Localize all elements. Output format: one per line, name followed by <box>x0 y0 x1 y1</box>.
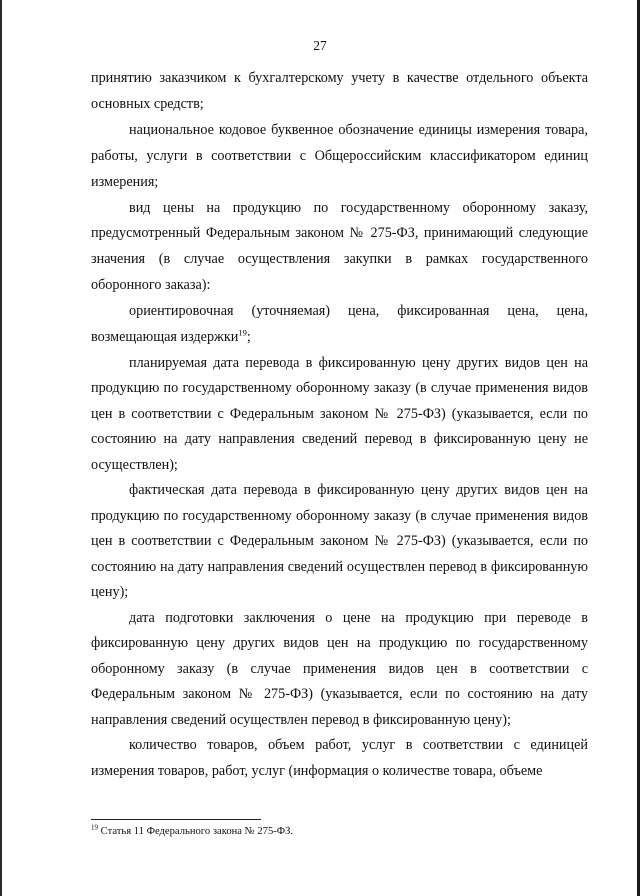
paragraph: фактическая дата перевода в фиксированную цену других видов цен на продукцию по государственному оборонному заказу (в случае применения видов цен в соответствии с Федеральным законом № 275-ФЗ) (указывается, если по состоянию на дату направления сведений осуществлен перевод в фиксированную цену); <box>91 482 588 601</box>
paragraph-text: ориентировочная (уточняемая) цена, фиксированная цена, цена, возмещающая издержки <box>91 303 588 346</box>
paragraph: национальное кодовое буквенное обозначение единицы измерения товара, работы, услуги в соответствии с Общероссийским классификатором единиц измерения; <box>91 121 588 190</box>
paragraph: планируемая дата перевода в фиксированную цену других видов цен на продукцию по государственному оборонному заказу (в случае применения видов цен в соответствии с Федеральным законом № 275-ФЗ) (указывается, если по состоянию на дату направления сведений перевод в фиксированную цену не осуществлен); <box>91 354 588 473</box>
paragraph: количество товаров, объем работ, услуг в соответствии с единицей измерения товаров, работ, услуг (информация о количестве товара, объеме <box>91 737 588 779</box>
paragraph-with-footnote <box>91 299 588 351</box>
footnote-marker: 19 <box>91 823 98 832</box>
paragraph-punctuation: ; <box>246 329 251 346</box>
paragraph: принятию заказчиком к бухгалтерскому учету в качестве отдельного объекта основных средств; <box>91 70 588 112</box>
scan-edge-left <box>0 0 2 896</box>
footnote-divider <box>91 819 261 820</box>
paragraph: вид цены на продукцию по государственному оборонному заказу, предусмотренный Федеральным законом № 275-ФЗ, принимающий следующие значения (в случае осуществления закупки в рамках государственного оборонного заказа): <box>91 199 588 294</box>
footnote <box>91 823 294 837</box>
paragraph: дата подготовки заключения о цене на продукцию при переводе в фиксированную цену других видов цен на продукцию по государственному оборонному заказу (в случае применения видов цен в соответствии с Федеральным законом № 275-ФЗ) (указывается, если по состоянию на дату направления сведений осуществлен перевод в фиксированную цену); <box>91 609 588 728</box>
footnote-text: Статья 11 Федерального закона № 275-ФЗ. <box>98 826 294 837</box>
footnote-reference[interactable]: 19 <box>238 327 247 338</box>
page-number: 27 <box>313 38 327 53</box>
document-body <box>91 66 588 784</box>
